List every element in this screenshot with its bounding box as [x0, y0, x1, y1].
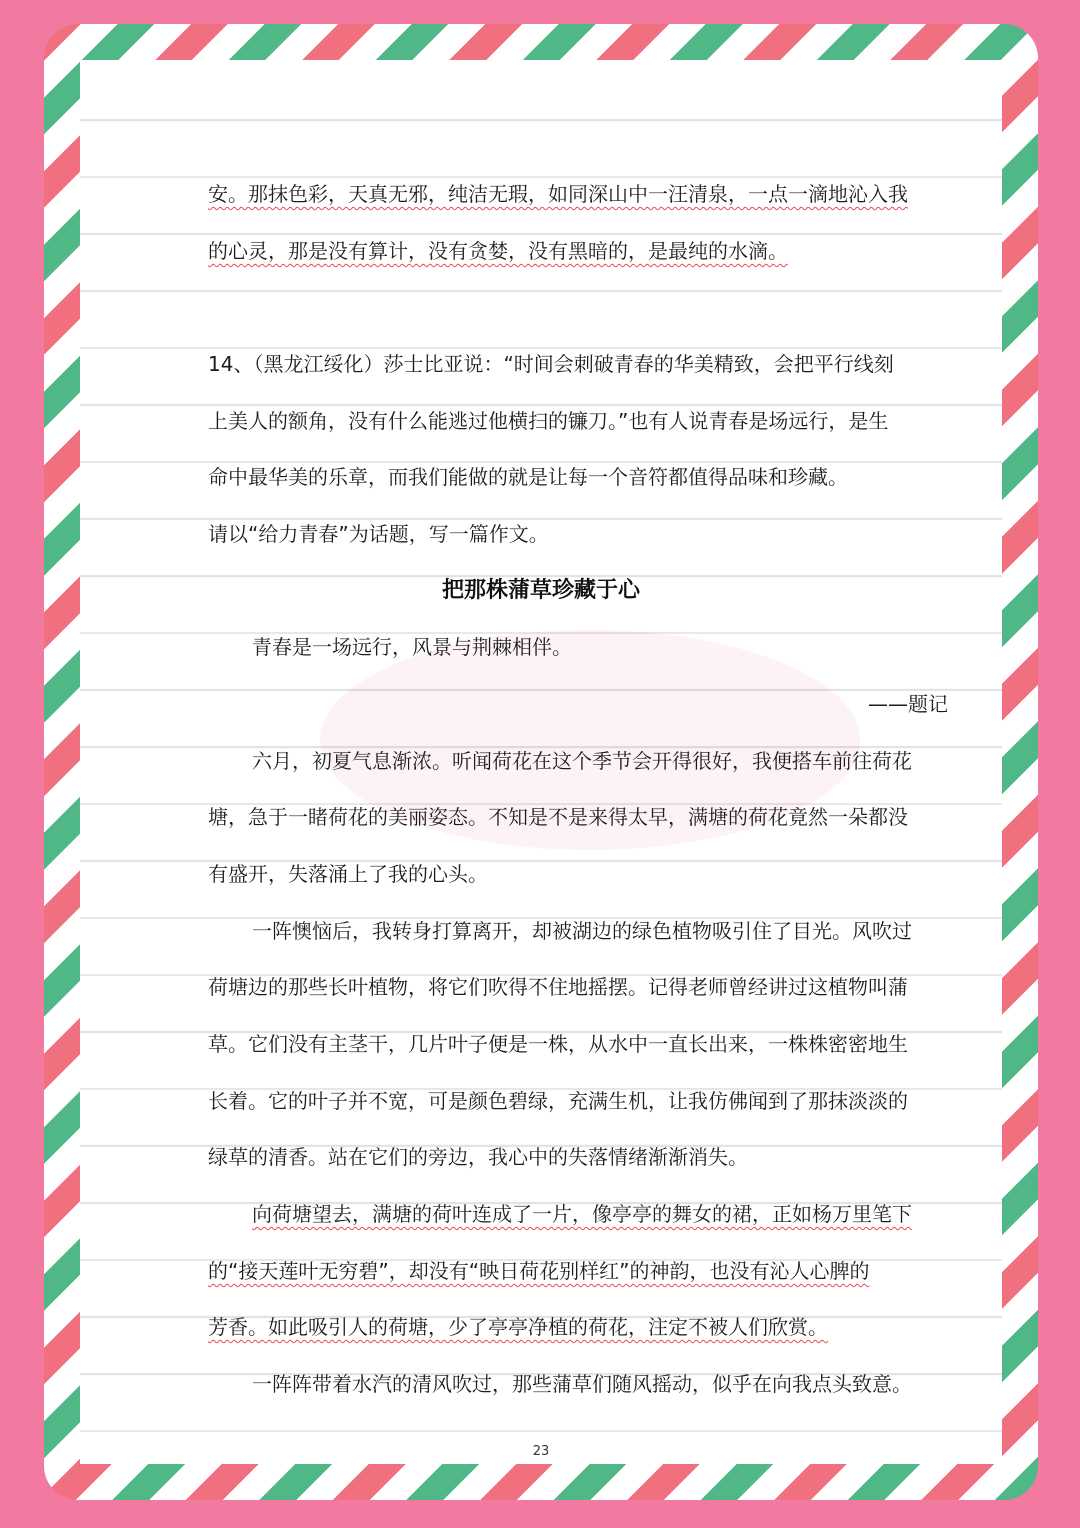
envelope-border	[44, 24, 1038, 1500]
prompt-line: 14、（黑龙江绥化）莎士比亚说：“时间会刺破青春的华美精致，会把平行线刻	[208, 352, 894, 376]
underlined-text: 的“接天莲叶无穷碧”，却没有“映日荷花别样红”的神韵，也没有沁人心脾的	[208, 1259, 870, 1283]
text-line: 六月，初夏气息渐浓。听闻荷花在这个季节会开得很好，我便搭车前往荷花	[252, 749, 912, 773]
epigraph-source: ——题记	[868, 692, 948, 716]
underlined-text: 的心灵，那是没有算计，没有贪婪，没有黑暗的，是最纯的水滴。	[208, 239, 788, 263]
text-line	[208, 1308, 968, 1346]
lined-paper	[80, 60, 1002, 1464]
text-line: 一阵阵带着水汽的清风吹过，那些蒲草们随风摇动，似乎在向我点头致意。	[252, 1372, 912, 1396]
text-line: 有盛开，失落涌上了我的心头。	[208, 862, 488, 886]
essay-title: 把那株蒲草珍藏于心	[441, 578, 640, 603]
underlined-text: 芳香。如此吸引人的荷塘，少了亭亭净植的荷花，注定不被人们欣赏。	[208, 1315, 828, 1339]
text-line: 草。它们没有主茎干，几片叶子便是一株，从水中一直长出来，一株株密密地生	[208, 1032, 908, 1056]
text-line: 一阵懊恼后，我转身打算离开，却被湖边的绿色植物吸引住了目光。风吹过	[252, 919, 912, 943]
text-line	[208, 232, 968, 270]
text-line: 长着。它的叶子并不宽，可是颜色碧绿，充满生机，让我仿佛闻到了那抹淡淡的	[208, 1089, 908, 1113]
text-line: 塘，急于一睹荷花的美丽姿态。不知是不是来得太早，满塘的荷花竟然一朵都没	[208, 805, 908, 829]
prompt-line: 命中最华美的乐章，而我们能做的就是让每一个音符都值得品味和珍藏。	[208, 465, 848, 489]
text-line: 安。那抹色彩，天真无邪，纯洁无瑕，如同深山中一汪清泉，一点一滴地沁入我	[208, 182, 908, 206]
prompt-line: 请以“给力青春”为话题，写一篇作文。	[208, 522, 549, 546]
page-number: 23	[532, 1444, 550, 1459]
text-line: 荷塘边的那些长叶植物，将它们吹得不住地摇摆。记得老师曾经讲过这植物叫蒲	[208, 975, 908, 999]
text-line	[208, 1195, 968, 1233]
underlined-text: 向荷塘望去，满塘的荷叶连成了一片，像亭亭的舞女的裙，正如杨万里笔下	[252, 1202, 912, 1226]
prompt-line: 上美人的额角，没有什么能逃过他横扫的镰刀。”也有人说青春是场远行，是生	[208, 409, 889, 433]
text-line	[208, 1252, 968, 1290]
epigraph: 青春是一场远行，风景与荆棘相伴。	[252, 635, 572, 659]
text-line: 绿草的清香。站在它们的旁边，我心中的失落情绪渐渐消失。	[208, 1145, 748, 1169]
